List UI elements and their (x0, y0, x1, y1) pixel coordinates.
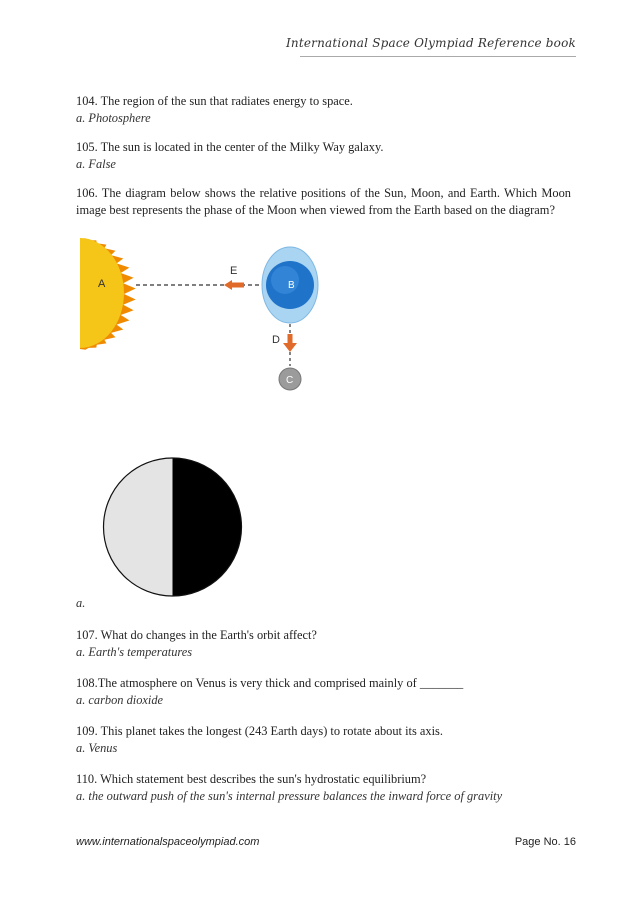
moon-dark-half (173, 458, 242, 596)
moon-phase-image (100, 455, 245, 600)
answer-text: a. Earth's temperatures (76, 645, 193, 659)
question-110 (76, 771, 571, 805)
question-number: 105 (76, 140, 95, 154)
question-text: 105. The sun is located in the center of the Milky Way galaxy. (76, 140, 384, 154)
question-number: 110 (76, 772, 95, 786)
label-e: E (230, 265, 238, 277)
earth-highlight (271, 266, 299, 294)
header-rule (300, 56, 576, 57)
question-106 (76, 185, 571, 219)
question-105 (76, 139, 571, 173)
question-text: 108.The atmosphere on Venus is very thick and comprised mainly of _______ (76, 676, 464, 690)
question-108 (76, 675, 571, 709)
page-number: Page No. 16 (514, 836, 576, 848)
question-text: 106. The diagram below shows the relative positions of the Sun, Moon, and Earth. Which Moon image best represents the phase of the Moon when viewed from the Earth based on the diagram? (76, 186, 571, 217)
question-text: 109. This planet takes the longest (243 Earth days) to rotate about its axis. (76, 724, 443, 738)
answer-text: a. carbon dioxide (76, 693, 164, 707)
answer-text: a. the outward push of the sun's internal pressure balances the inward force of gravity (76, 789, 503, 803)
arrow-d (283, 334, 297, 352)
sun-shape (80, 238, 136, 350)
moon-lit-half (104, 458, 173, 596)
label-b: B (288, 280, 295, 291)
sun-moon-earth-diagram (80, 238, 340, 398)
question-number: 109 (76, 724, 95, 738)
label-a: A (98, 278, 106, 290)
question-text: 110. Which statement best describes the sun's hydrostatic equilibrium? (76, 772, 427, 786)
label-c: C (286, 375, 294, 386)
question-107 (76, 627, 571, 661)
page-header: International Space Olympiad Reference book (285, 36, 576, 50)
question-number: 108 (76, 676, 95, 690)
question-number: 106 (76, 186, 95, 200)
answer-text: a. False (76, 157, 116, 171)
question-104 (76, 93, 571, 127)
question-number: 107 (76, 628, 95, 642)
answer-106: a. (76, 596, 86, 610)
arrow-e (224, 280, 244, 290)
answer-text: a. Photosphere (76, 111, 151, 125)
question-number: 104 (76, 94, 95, 108)
label-d: D (272, 334, 280, 346)
question-text: 107. What do changes in the Earth's orbit affect? (76, 628, 317, 642)
footer-website-link[interactable]: www.internationalspaceolympiad.com (76, 836, 260, 848)
question-109 (76, 723, 571, 757)
questions-bottom (76, 627, 571, 819)
answer-text: a. Venus (76, 741, 118, 755)
questions-top (76, 93, 571, 231)
question-text: 104. The region of the sun that radiates energy to space. (76, 94, 353, 108)
